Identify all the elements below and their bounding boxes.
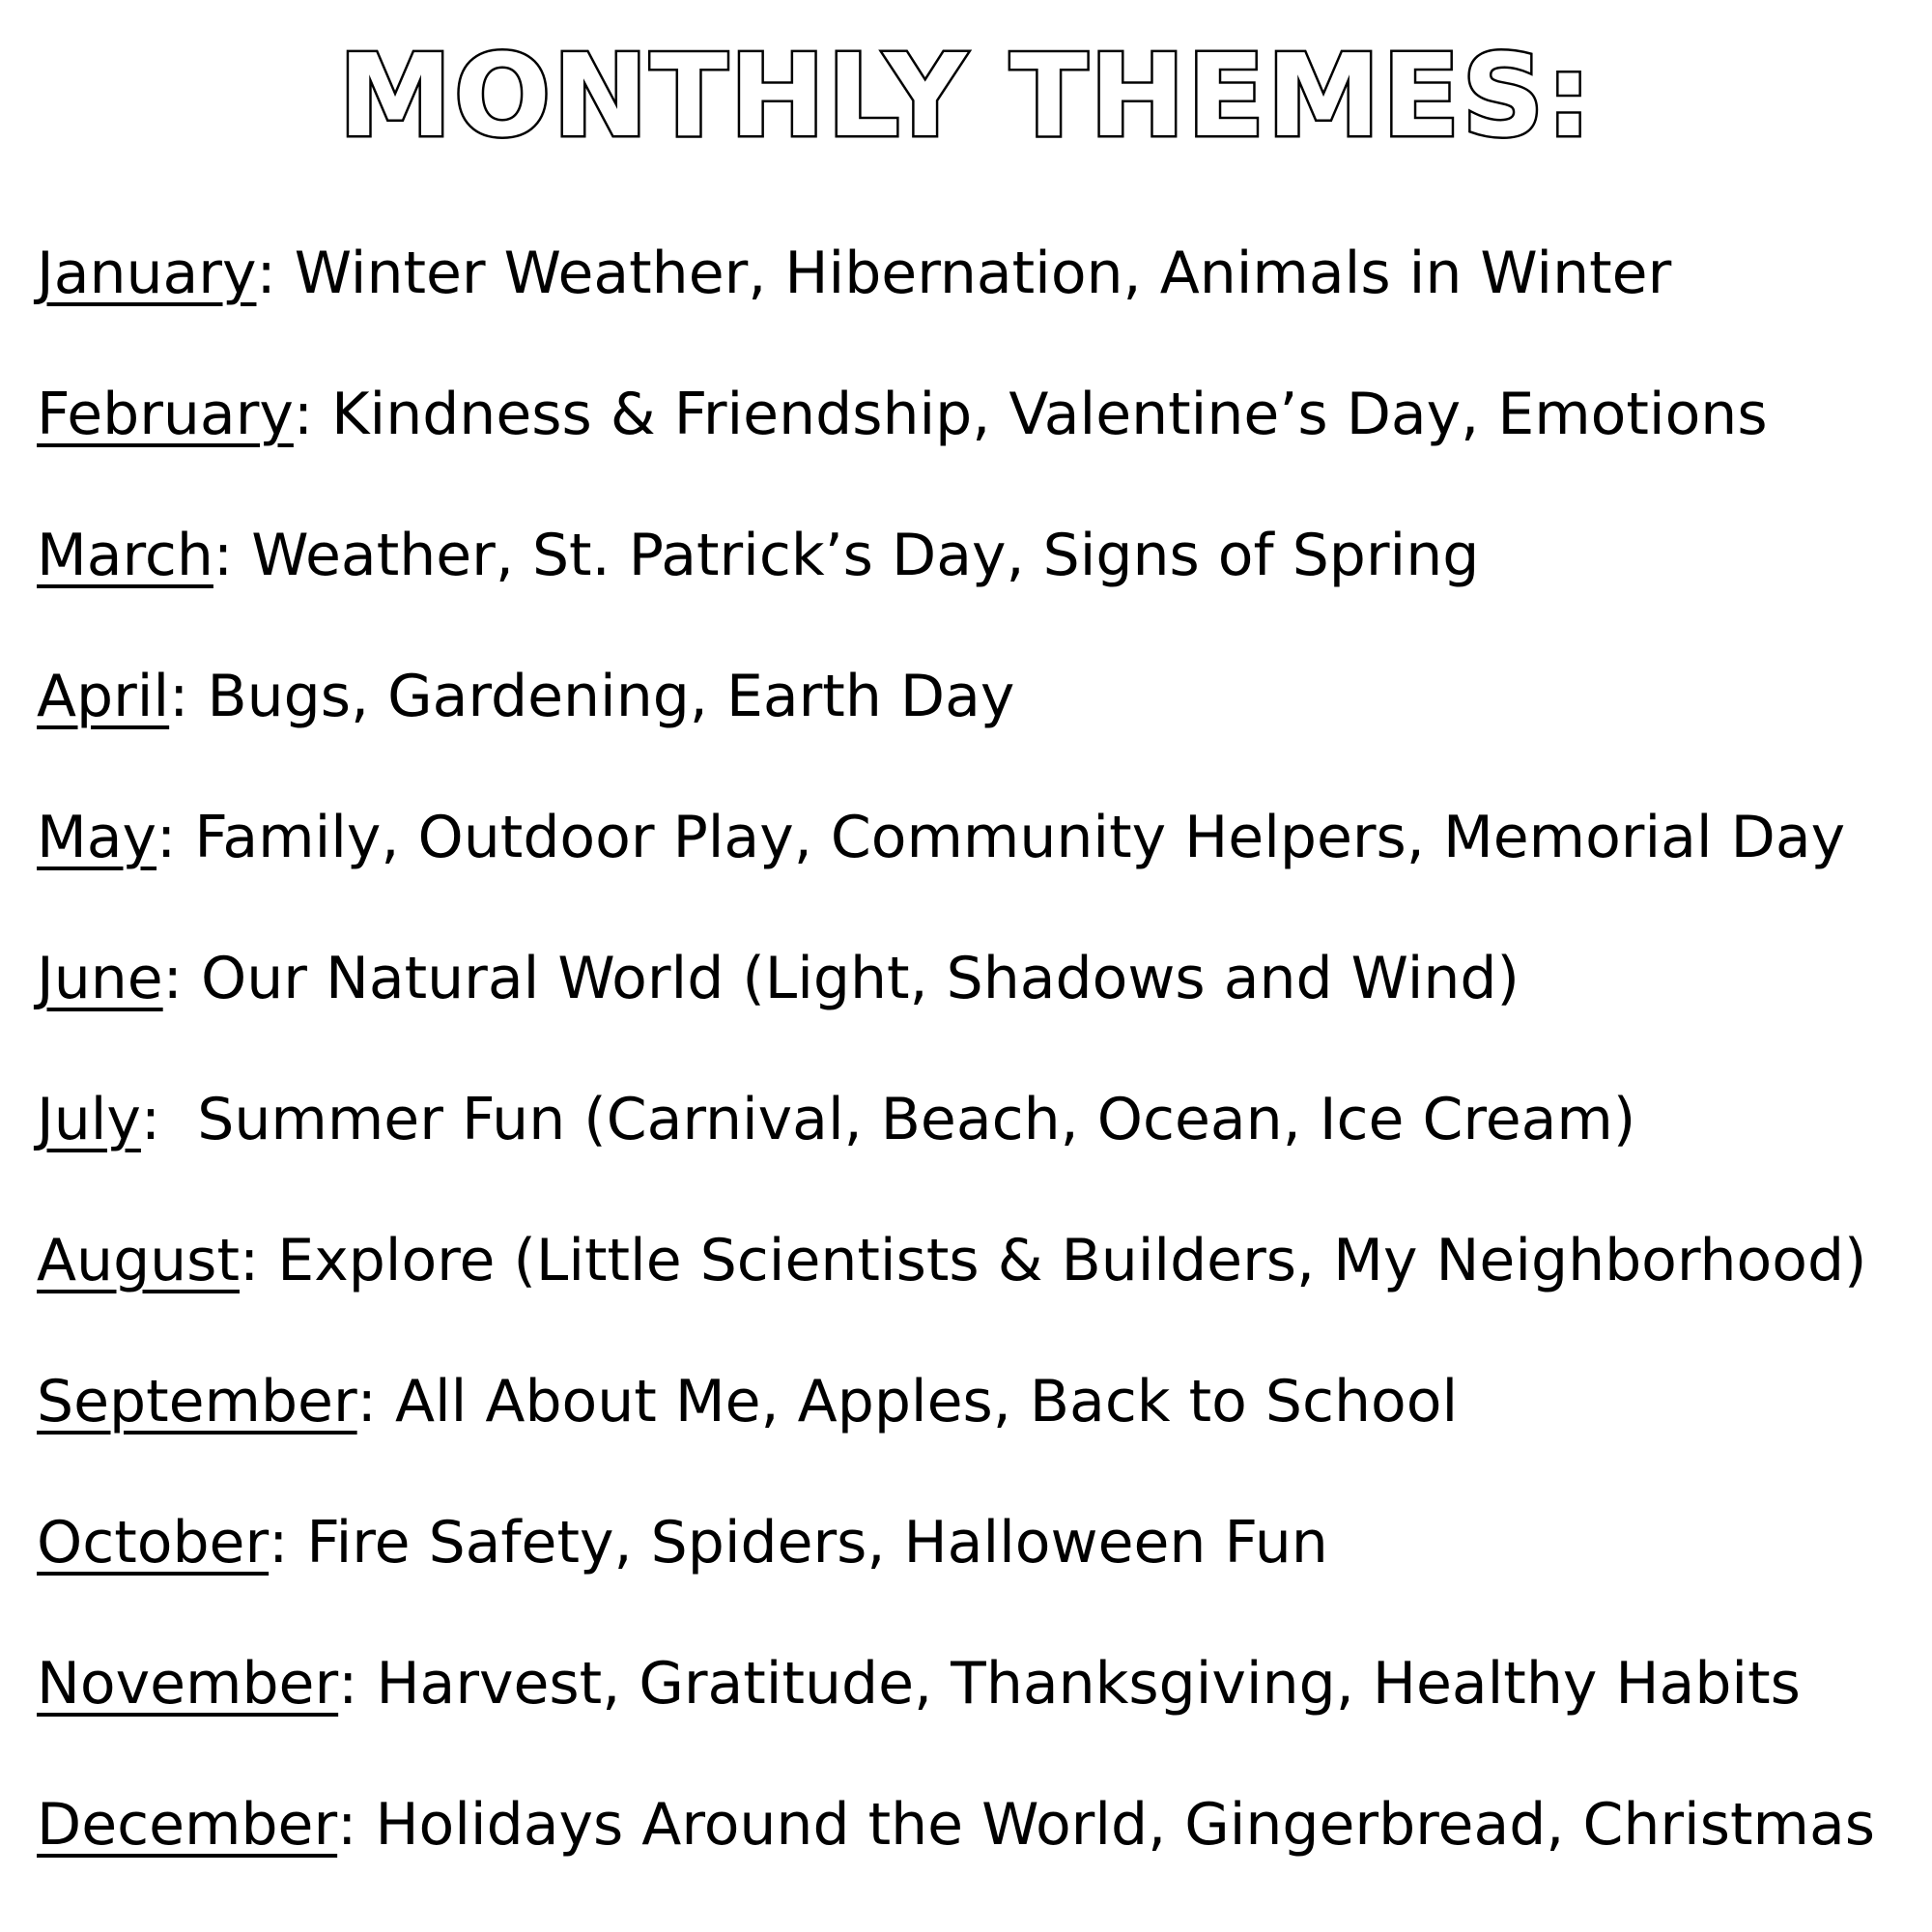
month-row-january bbox=[37, 203, 1911, 344]
month-themes: Family, Outdoor Play, Community Helpers, Memorial Day bbox=[194, 804, 1846, 871]
month-themes: Weather, St. Patrick’s Day, Signs of Spring bbox=[251, 522, 1480, 589]
month-label: November bbox=[37, 1650, 339, 1718]
month-label: October bbox=[37, 1509, 270, 1577]
separator: : bbox=[338, 1650, 377, 1718]
month-label: September bbox=[37, 1368, 357, 1435]
month-label: February bbox=[37, 381, 294, 448]
separator: : bbox=[269, 1509, 307, 1577]
month-row-april bbox=[37, 626, 1911, 767]
month-row-september bbox=[37, 1331, 1911, 1472]
month-row-december bbox=[37, 1754, 1911, 1895]
separator: : bbox=[156, 804, 195, 871]
separator: : bbox=[239, 1227, 278, 1294]
month-row-march bbox=[37, 485, 1911, 626]
month-label: June bbox=[37, 945, 163, 1012]
separator: : bbox=[162, 945, 201, 1012]
month-label: July bbox=[37, 1086, 141, 1153]
month-themes: Holidays Around the World, Gingerbread, Christmas bbox=[375, 1791, 1875, 1859]
month-label: August bbox=[37, 1227, 240, 1294]
month-row-february bbox=[37, 344, 1911, 485]
month-themes: All About Me, Apples, Back to School bbox=[394, 1368, 1459, 1435]
month-row-october bbox=[37, 1472, 1911, 1613]
month-label: March bbox=[37, 522, 213, 589]
month-themes: Kindness & Friendship, Valentine’s Day, Emotions bbox=[331, 381, 1768, 448]
separator: : bbox=[293, 381, 332, 448]
month-themes: Our Natural World (Light, Shadows and Wind) bbox=[200, 945, 1520, 1012]
separator: : bbox=[337, 1791, 376, 1859]
separator: : bbox=[356, 1368, 395, 1435]
month-themes: Winter Weather, Hibernation, Animals in Winter bbox=[294, 240, 1672, 307]
month-label: April bbox=[37, 663, 170, 730]
month-label: January bbox=[37, 240, 257, 307]
separator: : bbox=[140, 1086, 180, 1153]
page-title: MONTHLY THEMES: bbox=[338, 29, 1594, 162]
month-themes: Summer Fun (Carnival, Beach, Ocean, Ice Cream) bbox=[179, 1086, 1636, 1153]
month-themes: Harvest, Gratitude, Thanksgiving, Healthy Habits bbox=[376, 1650, 1801, 1718]
month-row-july bbox=[37, 1049, 1911, 1190]
month-themes: Fire Safety, Spiders, Halloween Fun bbox=[306, 1509, 1328, 1577]
month-label: May bbox=[37, 804, 157, 871]
month-row-august bbox=[37, 1190, 1911, 1331]
month-themes: Explore (Little Scientists & Builders, My Neighborhood) bbox=[277, 1227, 1867, 1294]
month-row-november bbox=[37, 1613, 1911, 1754]
month-themes: Bugs, Gardening, Earth Day bbox=[207, 663, 1015, 730]
month-label: December bbox=[37, 1791, 338, 1859]
separator: : bbox=[213, 522, 252, 589]
month-row-may bbox=[37, 767, 1911, 908]
monthly-themes-list bbox=[37, 203, 1911, 1895]
separator: : bbox=[169, 663, 208, 730]
month-row-june bbox=[37, 908, 1911, 1049]
separator: : bbox=[256, 240, 295, 307]
